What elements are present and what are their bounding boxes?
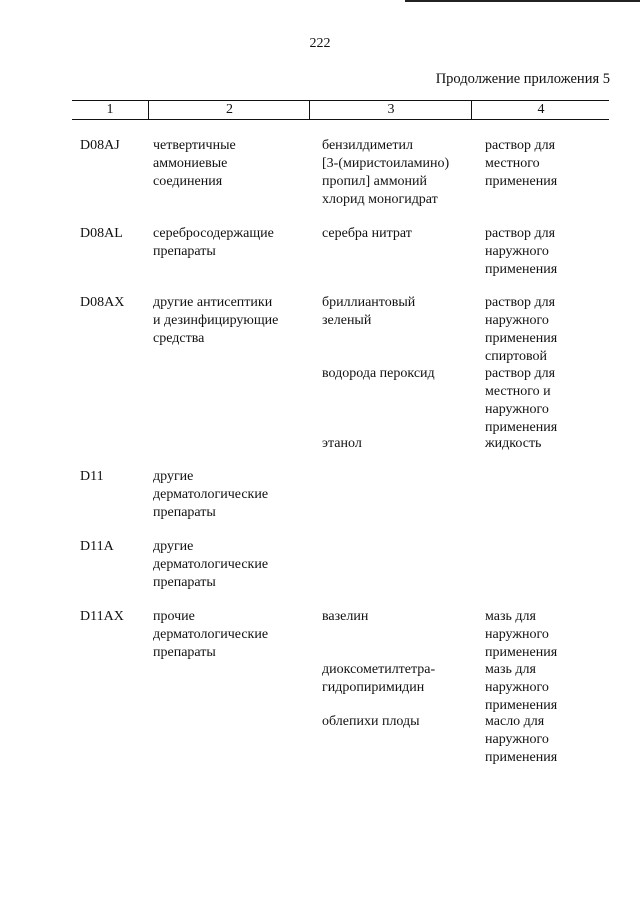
drug-name: водорода пероксид bbox=[322, 366, 435, 381]
drug-name: серебра нитрат bbox=[322, 226, 412, 241]
drug-name: бриллиантовый зеленый bbox=[322, 295, 416, 328]
drug-name: вазелин bbox=[322, 609, 369, 624]
atc-code: D11AX bbox=[80, 609, 124, 624]
atc-group-name: четвертичные аммониевые соединения bbox=[153, 138, 236, 189]
dosage-form: раствор для местного и наружного применения bbox=[485, 366, 558, 435]
dosage-form: масло для наружного применения bbox=[485, 714, 558, 765]
atc-code: D08AL bbox=[80, 226, 123, 241]
header-col-2: 2 bbox=[148, 101, 310, 119]
atc-code: D11 bbox=[80, 469, 104, 484]
header-col-3: 3 bbox=[309, 101, 472, 119]
dosage-form: раствор для наружного применения bbox=[485, 226, 558, 277]
atc-group-name: другие антисептики и дезинфицирующие средства bbox=[153, 295, 279, 346]
atc-code: D11A bbox=[80, 539, 114, 554]
atc-group-name: другие дерматологические препараты bbox=[153, 469, 269, 520]
dosage-form: раствор для местного применения bbox=[485, 138, 558, 189]
atc-group-name: другие дерматологические препараты bbox=[153, 539, 269, 590]
header-col-1: 1 bbox=[106, 102, 114, 117]
drug-name: диоксометилтетра- гидропиримидин bbox=[322, 662, 436, 695]
drug-name: бензилдиметил [3-(миристоиламино) пропил] аммоний хлорид моногидрат bbox=[322, 138, 450, 207]
header-col-4: 4 bbox=[471, 101, 610, 119]
dosage-form: раствор для наружного применения спиртовой bbox=[485, 295, 558, 364]
dosage-form: мазь для наружного применения bbox=[485, 662, 558, 713]
dosage-form: мазь для наружного применения bbox=[485, 609, 558, 660]
table-header bbox=[72, 100, 609, 120]
atc-group-name: серебросодержащие препараты bbox=[153, 226, 274, 259]
atc-group-name: прочие дерматологические препараты bbox=[153, 609, 269, 660]
page-number: 222 bbox=[309, 36, 331, 51]
drug-name: этанол bbox=[322, 436, 362, 451]
dosage-form: жидкость bbox=[485, 436, 542, 451]
drug-name: облепихи плоды bbox=[322, 714, 420, 729]
top-edge-mark bbox=[405, 0, 640, 2]
atc-code: D08AJ bbox=[80, 138, 120, 153]
atc-code: D08AX bbox=[80, 295, 125, 310]
continuation-caption: Продолжение приложения 5 bbox=[435, 71, 610, 87]
